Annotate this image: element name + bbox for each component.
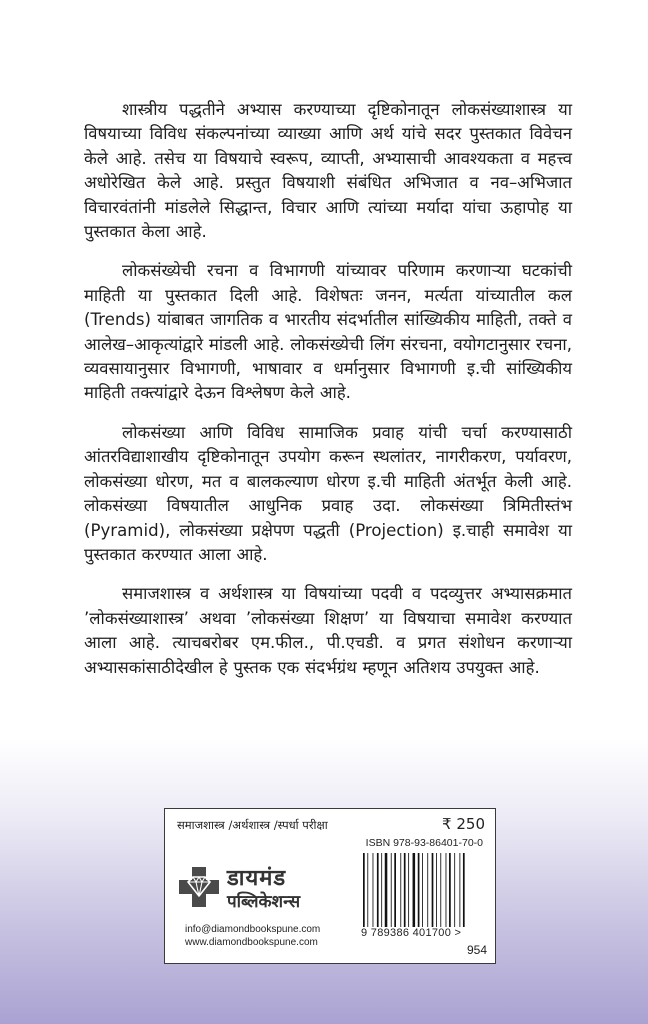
publisher-email: info@diamondbookspune.com — [185, 924, 321, 935]
publisher-website: www.diamondbookspune.com — [185, 937, 318, 948]
publisher-contact — [185, 923, 320, 949]
paragraph-2: लोकसंख्येची रचना व विभागणी यांच्यावर परिणाम करणाऱ्या घटकांची माहिती या पुस्तकात दिली आहे. विशेषतः जनन, मर्त्यता यांच्यातील कल (Trends) यांबाबत जागतिक व भारतीय संदर्भातील सांख्यिकीय माहिती, तक्ते व आलेख–आकृत्यांद्वारे मांडली आहे. लोकसंख्येची लिंग संरचना, वयोगटानुसार रचना, व्यवसायानुसार विभागणी, भाषावार व धर्मानुसार विभागणी इ.ची सांख्यिकीय माहिती तक्त्यांद्वारे देऊन विश्लेषण केले आहे. — [84, 261, 572, 403]
paragraph-3: लोकसंख्या आणि विविध सामाजिक प्रवाह यांची चर्चा करण्यासाठी आंतरविद्याशाखीय दृष्टिकोनातून उपयोग करून स्थलांतर, नागरीकरण, पर्यावरण, लोकसंख्या धोरण, मत व बालकल्याण धोरण इ.ची माहिती अंतर्भूत केली आहे. लोकसंख्या विषयातील आधुनिक प्रवाह उदा. लोकसंख्या त्रिमितीस्तंभ (Pyramid), लोकसंख्या प्रक्षेपण पद्धती (Projection) इ.चाही समावेश या पुस्तकात करण्यात आला आहे. — [84, 422, 572, 564]
publisher-panel — [164, 808, 496, 964]
barcode-image — [363, 853, 481, 927]
barcode-number: 9 789386 401700 > — [361, 927, 462, 939]
isbn-label: ISBN 978-93-86401-70-0 — [365, 837, 483, 849]
subject-categories: समाजशास्त्र /अर्थशास्त्र /स्पर्धा परीक्षा — [177, 818, 328, 832]
blurb-text — [84, 98, 572, 695]
price-label: ₹ 250 — [442, 815, 485, 833]
paragraph-1: शास्त्रीय पद्धतीने अभ्यास करण्याच्या दृष्टिकोनातून लोकसंख्याशास्त्र या विषयाच्या विविध संकल्पनांच्या व्याख्या आणि अर्थ यांचे सदर पुस्तकात विवेचन केले आहे. तसेच या विषयाचे स्वरूप, व्याप्ती, अभ्यासाची आवश्यकता व महत्त्व अधोरेखित केले आहे. प्रस्तुत विषयाशी संबंधित अभिजात व नव–अभिजात विचारवंतांनी मांडलेले सिद्धान्त, विचार आणि त्यांच्या मर्यादा यांचा ऊहापोह या पुस्तकात केला आहे. — [84, 100, 572, 242]
diamond-icon — [177, 865, 221, 909]
paragraph-4: समाजशास्त्र व अर्थशास्त्र या विषयांच्या पदवी व पदव्युत्तर अभ्यासक्रमात ’लोकसंख्याशास्त्र’ अथवा ’लोकसंख्या शिक्षण’ या विषयाचा समावेश करण्यात आला आहे. त्याचबरोबर एम.फील., पी.एचडी. व प्रगत संशोधन करणाऱ्या अभ्यासकांसाठीदेखील हे पुस्तक एक संदर्भग्रंथ म्हणून अतिशय उपयुक्त आहे. — [84, 584, 572, 677]
barcode-addon: 954 — [466, 943, 487, 957]
publisher-name-line-1: डायमंड — [227, 866, 287, 891]
publisher-name-line-2: पब्लिकेशन्स — [227, 892, 301, 912]
